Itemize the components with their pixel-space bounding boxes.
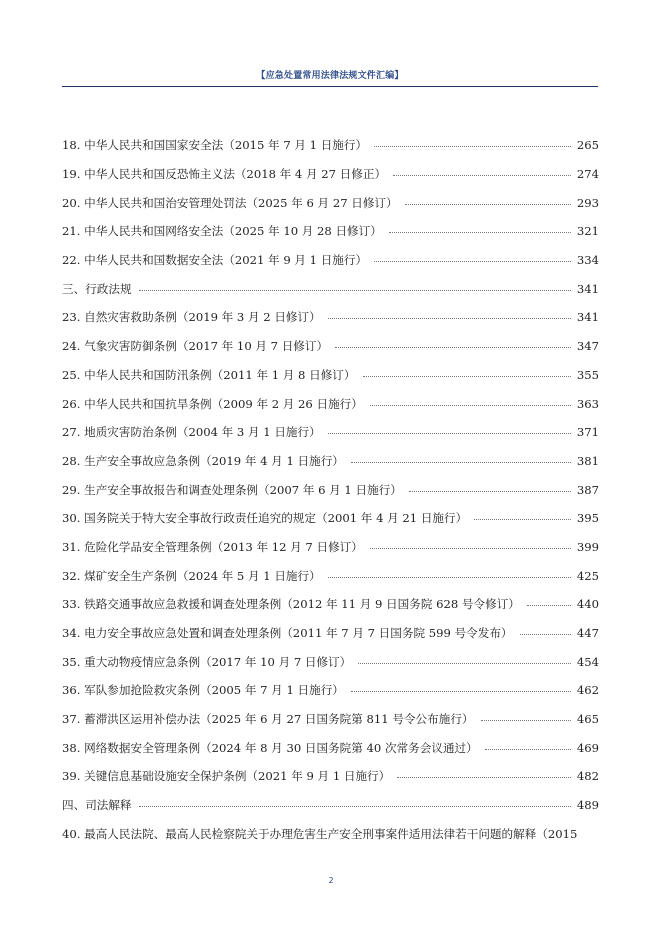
dot-leader <box>139 289 571 291</box>
toc-entry[interactable] <box>62 160 599 189</box>
toc-entry-title: 40. 最高人民法院、最高人民检察院关于办理危害生产安全刑事案件适用法律若干问题的解释（2015 <box>62 826 578 841</box>
toc-entry-page: 371 <box>576 425 599 440</box>
toc-entry[interactable] <box>62 389 599 418</box>
toc-entry[interactable] <box>62 303 599 332</box>
toc-entry-title: 34. 电力安全事故应急处置和调查处理条例（2011 年 7 月 7 日国务院 599 号令发布） <box>62 626 513 641</box>
toc-entry-title: 19. 中华人民共和国反恐怖主义法（2018 年 4 月 27 日修正） <box>62 167 387 182</box>
toc-entry-page: 489 <box>576 798 599 813</box>
toc-entry-title: 36. 军队参加抢险救灾条例（2005 年 7 月 1 日施行） <box>62 683 344 698</box>
toc-entry-title: 35. 重大动物疫情应急条例（2017 年 10 月 7 日修订） <box>62 654 352 669</box>
toc-entry-page: 482 <box>576 769 599 784</box>
dot-leader <box>328 576 571 578</box>
dot-leader <box>370 547 571 549</box>
toc-entry[interactable] <box>62 188 599 217</box>
toc-entry-page: 347 <box>576 339 599 354</box>
toc-entry-title: 23. 自然灾害救助条例（2019 年 3 月 2 日修订） <box>62 310 321 325</box>
toc-entry[interactable] <box>62 504 599 533</box>
toc-entry[interactable] <box>62 332 599 361</box>
toc-entry-title: 21. 中华人民共和国网络安全法（2025 年 10 月 28 日修订） <box>62 224 382 239</box>
toc-entry[interactable] <box>62 791 599 820</box>
toc-entry[interactable] <box>62 619 599 648</box>
toc-entry-title: 25. 中华人民共和国防汛条例（2011 年 1 月 8 日修订） <box>62 367 356 382</box>
toc-entry-page: 462 <box>576 683 599 698</box>
toc-entry[interactable] <box>62 733 599 762</box>
dot-leader <box>405 203 571 205</box>
toc-entry-page: 447 <box>576 626 599 641</box>
toc-entry-page: 469 <box>576 740 599 755</box>
toc-entry-page: 321 <box>576 224 599 239</box>
toc-entry-page: 265 <box>576 138 599 153</box>
dot-leader <box>374 260 571 262</box>
running-header: 【应急处置常用法律法规文件汇编】 <box>256 71 404 81</box>
toc-entry-title: 38. 网络数据安全管理条例（2024 年 8 月 30 日国务院第 40 次常务会议通过） <box>62 740 478 755</box>
toc-entry-page: 440 <box>576 597 599 612</box>
toc-entry-page: 334 <box>576 253 599 268</box>
dot-leader <box>481 719 571 721</box>
toc-entry-page: 399 <box>576 539 599 554</box>
toc-entry-title: 三、行政法规 <box>62 281 132 296</box>
dot-leader <box>370 404 571 406</box>
toc-entry[interactable] <box>62 361 599 390</box>
toc-entry-title: 32. 煤矿安全生产条例（2024 年 5 月 1 日施行） <box>62 568 321 583</box>
dot-leader <box>139 805 571 807</box>
toc-entry[interactable] <box>62 705 599 734</box>
toc-entry[interactable] <box>62 533 599 562</box>
dot-leader <box>363 375 571 377</box>
toc-entry-title: 31. 危险化学品安全管理条例（2013 年 12 月 7 日修订） <box>62 539 363 554</box>
dot-leader <box>358 662 571 664</box>
toc-entry-page: 395 <box>576 511 599 526</box>
toc-entry[interactable] <box>62 676 599 705</box>
toc-entry-page: 341 <box>576 310 599 325</box>
toc-entry-title: 39. 关键信息基础设施安全保护条例（2021 年 9 月 1 日施行） <box>62 769 391 784</box>
toc-entry[interactable] <box>62 590 599 619</box>
toc-entry[interactable] <box>62 762 599 791</box>
dot-leader <box>393 174 571 176</box>
toc-entry-title: 33. 铁路交通事故应急救援和调查处理条例（2012 年 11 月 9 日国务院 628 号令修订） <box>62 597 520 612</box>
toc-entry[interactable] <box>62 246 599 275</box>
dot-leader <box>397 776 571 778</box>
dot-leader <box>409 490 571 492</box>
toc-entry[interactable] <box>62 561 599 590</box>
toc-entry-page: 465 <box>576 712 599 727</box>
toc-entry-title: 29. 生产安全事故报告和调查处理条例（2007 年 6 月 1 日施行） <box>62 482 402 497</box>
toc-entry[interactable] <box>62 274 599 303</box>
toc-entry-page: 454 <box>576 654 599 669</box>
toc-entry-title: 四、司法解释 <box>62 798 132 813</box>
toc-entry-page: 363 <box>576 396 599 411</box>
toc-entry-title: 22. 中华人民共和国数据安全法（2021 年 9 月 1 日施行） <box>62 253 368 268</box>
dot-leader <box>335 346 571 348</box>
dot-leader <box>351 690 571 692</box>
toc-entry-title: 26. 中华人民共和国抗旱条例（2009 年 2 月 26 日施行） <box>62 396 363 411</box>
header-divider <box>62 86 598 87</box>
toc-entry-title: 24. 气象灾害防御条例（2017 年 10 月 7 日修订） <box>62 339 329 354</box>
toc-entry-page: 355 <box>576 367 599 382</box>
toc-entry-page: 381 <box>576 453 599 468</box>
toc-entry[interactable] <box>62 647 599 676</box>
page-number: 2 <box>328 876 334 885</box>
dot-leader <box>520 633 571 635</box>
toc-entry[interactable] <box>62 475 599 504</box>
toc-entry-page: 341 <box>576 281 599 296</box>
table-of-contents <box>62 131 599 848</box>
dot-leader <box>389 231 571 233</box>
toc-entry-title: 18. 中华人民共和国国家安全法（2015 年 7 月 1 日施行） <box>62 138 368 153</box>
dot-leader <box>474 518 571 520</box>
toc-entry-page: 274 <box>576 167 599 182</box>
toc-entry-title: 30. 国务院关于特大安全事故行政责任追究的规定（2001 年 4 月 21 日施行） <box>62 511 468 526</box>
dot-leader <box>351 461 571 463</box>
toc-entry-title: 28. 生产安全事故应急条例（2019 年 4 月 1 日施行） <box>62 453 344 468</box>
toc-entry[interactable] <box>62 820 599 849</box>
toc-entry-title: 20. 中华人民共和国治安管理处罚法（2025 年 6 月 27 日修订） <box>62 195 398 210</box>
toc-entry-page: 425 <box>576 568 599 583</box>
toc-entry[interactable] <box>62 418 599 447</box>
toc-entry-page: 293 <box>576 195 599 210</box>
dot-leader <box>328 317 571 319</box>
toc-entry-title: 37. 蓄滞洪区运用补偿办法（2025 年 6 月 27 日国务院第 811 号令公布施行） <box>62 712 474 727</box>
dot-leader <box>527 604 571 606</box>
dot-leader <box>485 748 571 750</box>
toc-entry-page: 387 <box>576 482 599 497</box>
toc-entry-title: 27. 地质灾害防治条例（2004 年 3 月 1 日施行） <box>62 425 321 440</box>
toc-entry[interactable] <box>62 131 599 160</box>
dot-leader <box>328 432 571 434</box>
toc-entry[interactable] <box>62 447 599 476</box>
toc-entry[interactable] <box>62 217 599 246</box>
dot-leader <box>374 145 571 147</box>
